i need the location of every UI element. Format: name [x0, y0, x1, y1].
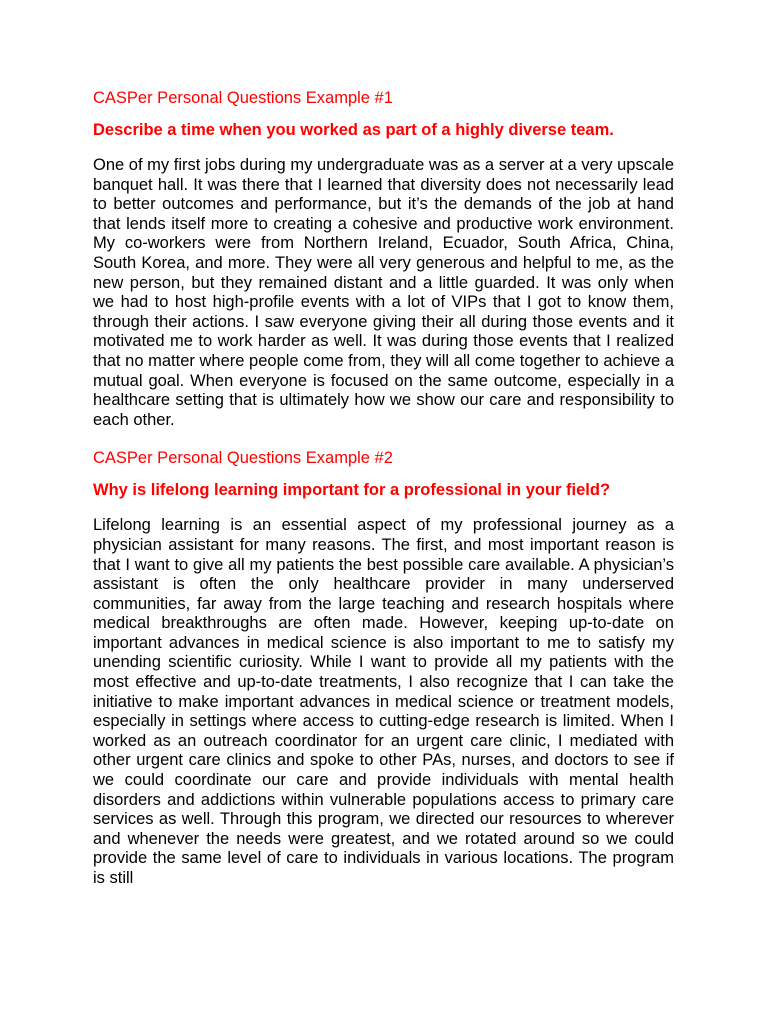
example-1-answer: One of my first jobs during my undergraduate was as a server at a very upscale banquet hall. It was there that I learned that diversity does not necessarily lead to better outcomes and performance, but it’s the demands of the job at hand that lends itself more to creating a cohesive and productive work environment. My co-workers were from Northern Ireland, Ecuador, South Africa, China, South Korea, and more. They were all very generous and helpful to me, as the new person, but they remained distant and a little guarded. It was only when we had to host high-profile events with a lot of VIPs that I got to know them, through their actions. I saw everyone giving their all during those events and it motivated me to work harder as well. It was during those events that I realized that no matter where people come from, they will all come together to achieve a mutual goal. When everyone is focused on the same outcome, especially in a healthcare setting that is ultimately how we show our care and responsibility to each other. — [93, 156, 674, 429]
example-2-answer: Lifelong learning is an essential aspect of my professional journey as a physician assistant for many reasons. The first, and most important reason is that I want to give all my patients the best possible care available. A physician’s assistant is often the only healthcare provider in many underserved communities, far away from the large teaching and research hospitals where medical breakthroughs are often made. However, keeping up-to-date on important advances in medical science is also important to me to satisfy my unending scientific curiosity. While I want to provide all my patients with the most effective and up-to-date treatments, I also recognize that I can take the initiative to make important advances in medical science or treatment models, especially in settings where access to cutting-edge research is limited. When I worked as an outreach coordinator for an urgent care clinic, I mediated with other urgent care clinics and spoke to other PAs, nurses, and doctors to see if we could coordinate our care and provide individuals with mental health disorders and addictions within vulnerable populations access to primary care services as well. Through this program, we directed our resources to wherever and whenever the needs were greatest, and we rotated around so we could provide the same level of care to individuals in various locations. The program is still — [93, 516, 674, 887]
document-page — [93, 88, 674, 889]
example-2-section — [93, 448, 674, 888]
example-1-question: Describe a time when you worked as part of a highly diverse team. — [93, 121, 614, 139]
example-1-section — [93, 88, 674, 430]
example-2-heading: CASPer Personal Questions Example #2 — [93, 449, 393, 468]
example-1-heading: CASPer Personal Questions Example #1 — [93, 89, 393, 107]
example-2-question: Why is lifelong learning important for a professional in your field? — [93, 481, 611, 500]
